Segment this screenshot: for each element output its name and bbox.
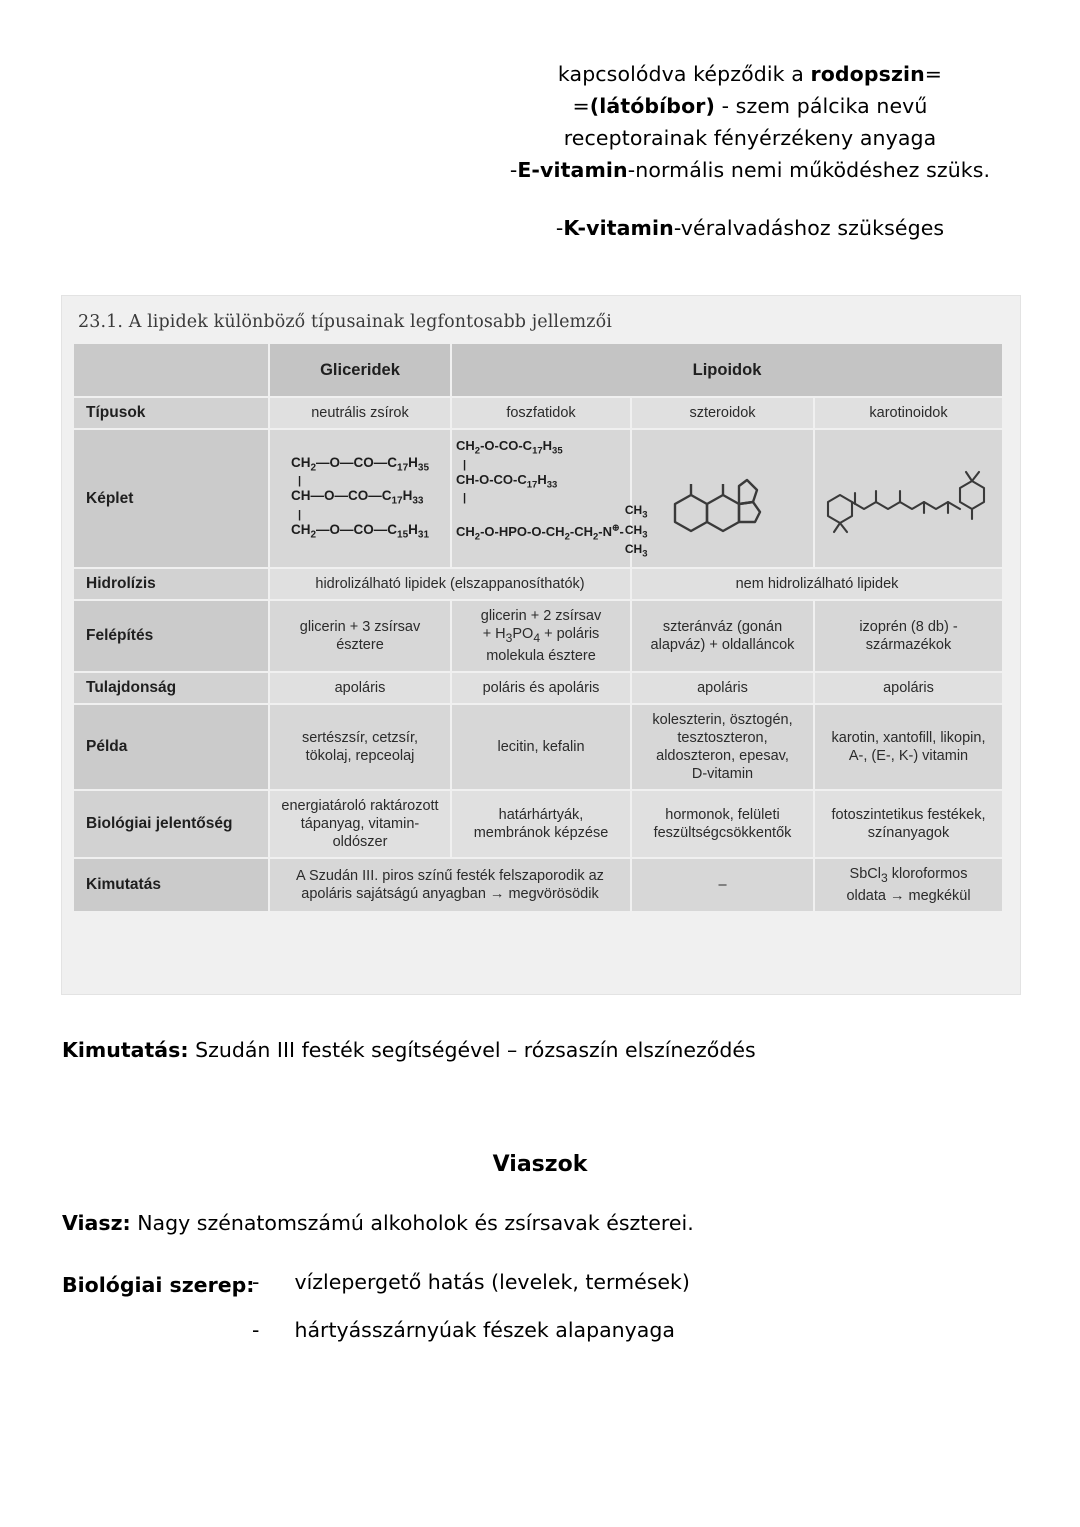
- top-note-line-5: [470, 212, 1030, 244]
- cell-pelda-neutral: sertészsír, cetzsír, tökolaj, repceolaj: [269, 704, 451, 790]
- steran-skeleton-icon: [663, 460, 783, 538]
- biologiai-szerep-label: Biológiai szerep:: [62, 1273, 255, 1297]
- cell-bio-steroid: hormonok, felületi feszültségcsökkentők: [631, 790, 814, 858]
- top-note-line-5-text-a: -: [555, 216, 564, 240]
- beta-carotene-icon: [820, 460, 998, 538]
- rowhead-kimutatas: Kimutatás: [73, 858, 269, 912]
- top-note-line-1-text-b: =: [924, 62, 943, 86]
- cell-tipusok-phosphatide: foszfatidok: [451, 397, 631, 429]
- cell-keplet-neutral-formula: [269, 429, 451, 568]
- table-row-biologiai-jelentoseg: [73, 790, 1003, 858]
- top-note-line-2-text-a: =: [572, 94, 590, 118]
- kimutatas-note: [62, 1035, 756, 1065]
- cell-bio-carotenoid: fotoszintetikus festékek, színanyagok: [814, 790, 1003, 858]
- cell-pelda-steroid: koleszterin, ösztogén, tesztoszteron, aldoszteron, epesav, D-vitamin: [631, 704, 814, 790]
- cell-tulajdonsag-steroid: apoláris: [631, 672, 814, 704]
- choline-methyl-stack: $CH_3$ $CH_3$ $CH_3$: [624, 503, 648, 560]
- cell-kimutatas-glicerides: A Szudán III. piros színű festék felszaporodik az apoláris sajátságú anyagban → megvörösödik: [269, 858, 631, 912]
- phosphatide-tail: $CH_2-O-HPO-O-CH_2-CH_2-N^\oplus-$: [456, 522, 624, 543]
- cell-felepites-neutral: glicerin + 3 zsírsav észtere: [269, 600, 451, 672]
- table-row-tipusok: [73, 397, 1003, 429]
- top-note-line-4-text-a: -: [509, 158, 518, 182]
- rowhead-pelda: Példa: [73, 704, 269, 790]
- lipid-types-table: [72, 342, 1004, 913]
- cell-keplet-steroid-structure: [631, 429, 814, 568]
- table-row-hidrolizis: [73, 568, 1003, 600]
- top-note-line-1-text-a: kapcsolódva képződik a: [557, 62, 811, 86]
- rowhead-felepites: Felépítés: [73, 600, 269, 672]
- cell-kimutatas-steroid: –: [631, 858, 814, 912]
- neutral-fat-formula: $CH_2—O—CO—C_{17}H_{35}$ | $CH—O—CO—C_{17}H_{33}$ | $CH_2—O—CO—C_{15}H_{31}$: [290, 454, 430, 541]
- bullet-dash-1: -: [252, 1270, 260, 1294]
- top-note-line-5-text-b: -véralvadáshoz szükséges: [673, 216, 945, 240]
- cell-tipusok-steroid: szteroidok: [631, 397, 814, 429]
- formula-bond-1: |: [297, 475, 302, 488]
- table-row-pelda: [73, 704, 1003, 790]
- bullet-dash-2: -: [252, 1318, 260, 1342]
- viasz-definition: [62, 1208, 694, 1238]
- table-row-kimutatas: [73, 858, 1003, 912]
- top-note-block: [470, 58, 1030, 244]
- formula2-bond-2: |: [463, 492, 467, 505]
- formula2-bond-1: |: [463, 458, 467, 471]
- cell-tipusok-carotenoid: karotinoidok: [814, 397, 1003, 429]
- top-note-line-2: [470, 90, 1030, 122]
- biologiai-szerep-item-1-text: vízlepergető hatás (levelek, termések): [294, 1270, 690, 1294]
- cell-tulajdonsag-carotenoid: apoláris: [814, 672, 1003, 704]
- table-row-keplet: [73, 429, 1003, 568]
- rowhead-keplet: Képlet: [73, 429, 269, 568]
- cell-bio-phosphatide: határhártyák, membránok képzése: [451, 790, 631, 858]
- cell-kimutatas-carotenoid: SbCl$_3$ kloroformos oldata → megkékül: [814, 858, 1003, 912]
- kimutatas-note-label: Kimutatás:: [62, 1038, 189, 1062]
- top-note-line-4-text-b: -normális nemi működéshez szüks.: [627, 158, 991, 182]
- group-header-glicerides: Gliceridek: [269, 343, 451, 397]
- rowhead-biologiai-jelentoseg: Biológiai jelentőség: [73, 790, 269, 858]
- top-note-line-3-text-a: receptorainak fényérzékeny anyaga: [563, 126, 937, 150]
- top-note-line-4: [470, 154, 1030, 186]
- table-row-felepites: [73, 600, 1003, 672]
- cell-tulajdonsag-phosphatide: poláris és apoláris: [451, 672, 631, 704]
- table-group-header-row: [73, 343, 1003, 397]
- cell-tipusok-neutral: neutrális zsírok: [269, 397, 451, 429]
- kimutatas-note-text: Szudán III festék segítségével – rózsaszín elszíneződés: [188, 1038, 756, 1062]
- group-header-lipoids: Lipoidok: [451, 343, 1003, 397]
- phosphatide-formula: $CH_2-O-CO-C_{17}H_{35}$ | $CH-O-CO-C_{17}H_{33}$ | $CH_2-O-HPO-O-CH_2-CH_2-N^\oplus-CH_3$ $CH_3$ $CH_3$: [456, 438, 648, 560]
- cell-keplet-phosphatide-formula: [451, 429, 648, 568]
- biologiai-szerep-label-row: [62, 1270, 254, 1300]
- scanned-table-figure: [62, 296, 1020, 994]
- cell-pelda-phosphatide: lecitin, kefalin: [451, 704, 631, 790]
- top-note-line-4-bold: E-vitamin: [517, 158, 628, 182]
- cell-keplet-carotenoid-structure: [814, 429, 1003, 568]
- formula-bond-2: |: [297, 509, 302, 522]
- rowhead-hidrolizis: Hidrolízis: [73, 568, 269, 600]
- biologiai-szerep-item-2: [252, 1318, 675, 1342]
- cell-hidrolizis-glicerides: hidrolizálható lipidek (elszappanosíthatók): [269, 568, 631, 600]
- rowhead-tulajdonsag: Tulajdonság: [73, 672, 269, 704]
- top-note-line-2-bold: (látóbíbor): [589, 94, 715, 118]
- top-note-line-5-bold: K-vitamin: [563, 216, 674, 240]
- cell-tulajdonsag-neutral: apoláris: [269, 672, 451, 704]
- viasz-label: Viasz:: [62, 1211, 131, 1235]
- rowhead-tipusok: Típusok: [73, 397, 269, 429]
- top-note-line-2-text-b: - szem pálcika nevű: [714, 94, 928, 118]
- biologiai-szerep-item-1: [252, 1270, 690, 1294]
- cell-bio-neutral: energiatároló raktározott tápanyag, vitamin- oldószer: [269, 790, 451, 858]
- group-header-blank: [73, 343, 269, 397]
- top-note-line-1: [470, 58, 1030, 90]
- cell-felepites-steroid: szteránváz (gonán alapváz) + oldalláncok: [631, 600, 814, 672]
- table-caption: 23.1. A lipidek különböző típusainak legfontosabb jellemzői: [78, 312, 612, 332]
- biologiai-szerep-item-2-text: hártyásszárnyúak fészek alapanyaga: [294, 1318, 675, 1342]
- cell-hidrolizis-lipoids: nem hidrolizálható lipidek: [631, 568, 1003, 600]
- table-row-tulajdonsag: [73, 672, 1003, 704]
- top-note-line-1-bold: rodopszin: [810, 62, 925, 86]
- top-note-spacer: [470, 186, 1030, 212]
- cell-felepites-phosphatide: glicerin + 2 zsírsav + $H_3PO_4$ + poláris molekula észtere: [451, 600, 631, 672]
- cell-felepites-carotenoid: izoprén (8 db) - származékok: [814, 600, 1003, 672]
- top-note-line-3: [470, 122, 1030, 154]
- viaszok-section-title: Viaszok: [492, 1152, 588, 1177]
- viasz-text: Nagy szénatomszámú alkoholok és zsírsavak észterei.: [130, 1211, 694, 1235]
- cell-pelda-carotenoid: karotin, xantofill, likopin, A-, (E-, K-) vitamin: [814, 704, 1003, 790]
